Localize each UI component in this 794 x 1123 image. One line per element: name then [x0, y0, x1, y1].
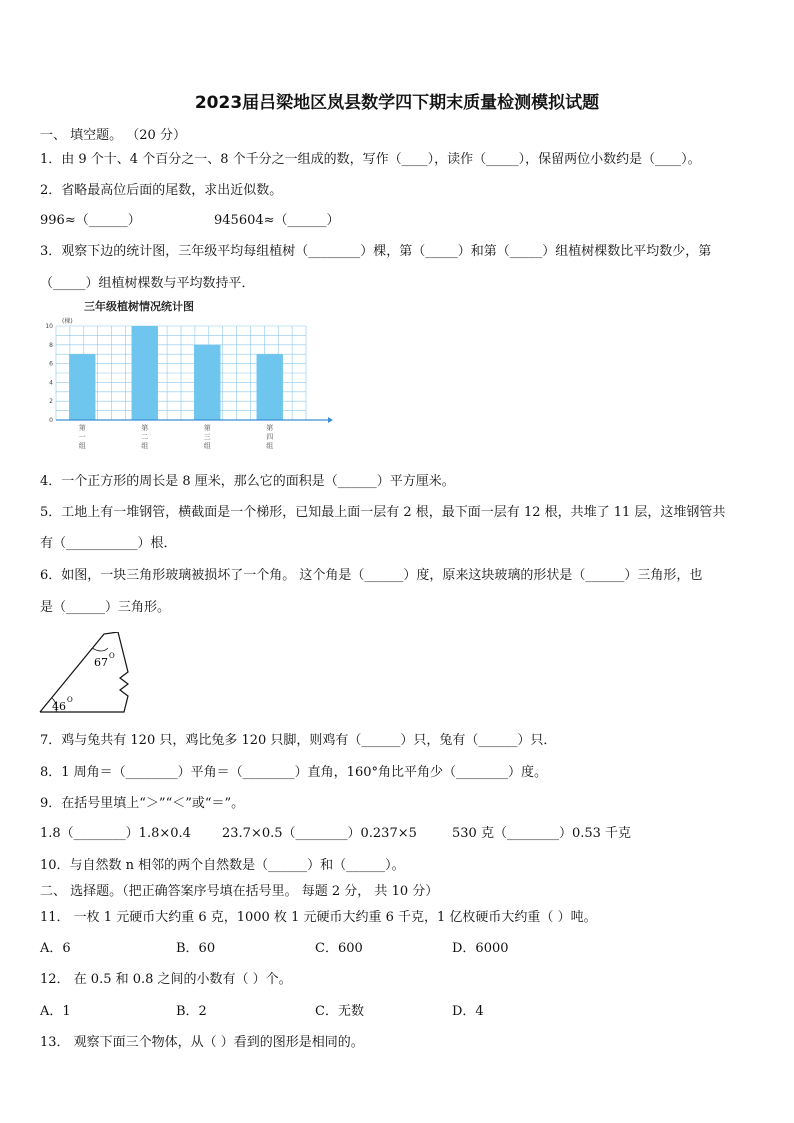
page-title: 2023届吕梁地区岚县数学四下期末质量检测模拟试题: [194, 93, 600, 113]
x-tick-label: 第: [203, 424, 211, 432]
chart-ylabel: (棵): [62, 318, 73, 325]
bar: [257, 354, 283, 420]
y-tick-label: 10: [45, 323, 53, 330]
q11-option-a: A．6: [40, 941, 71, 956]
section-1-heading: 一、 填空题。 （20 分）: [40, 128, 186, 143]
angle-left-value: 46: [52, 700, 66, 713]
bar: [132, 326, 158, 420]
bar: [69, 354, 95, 420]
x-tick-label: 四: [266, 433, 274, 441]
question-9: 9．在括号里填上“＞”“＜”或“＝”。: [40, 796, 245, 811]
question-13: 13． 观察下面三个物体，从（ ）看到的图形是相同的。: [40, 1035, 364, 1050]
question-9a: 1.8（________）1.8×0.4: [40, 826, 191, 841]
question-9b: 23.7×0.5（________）0.237×5: [222, 826, 417, 841]
x-tick-label: 第: [78, 424, 86, 432]
question-5-line-1: 5．工地上有一堆钢管，横截面是一个梯形，已知最上面一层有 2 根，最下面一层有 12 根，共堆了 11 层，这堆钢管共: [40, 505, 726, 520]
question-3-line-2: （_____）组植树棵数与平均数持平．: [40, 276, 255, 291]
question-2a: 996≈（______）: [40, 213, 141, 228]
q12-option-b: B．2: [176, 1004, 207, 1019]
question-10: 10．与自然数 n 相邻的两个自然数是（______）和（______）。: [40, 858, 405, 873]
question-6-line-2: 是（______）三角形。: [40, 600, 171, 615]
x-tick-label: 三: [203, 433, 211, 441]
question-3-line-1: 3．观察下边的统计图，三年级平均每组植树（________）棵，第（_____）和第（_____）组植树棵数比平均数少，第: [40, 244, 712, 259]
y-tick-label: 8: [49, 341, 53, 349]
question-8: 8．1 周角＝（________）平角＝（________）直角，160°角比平角少（________）度。: [40, 765, 547, 780]
q12-option-a: A．1: [40, 1004, 71, 1019]
x-tick-label: 第: [266, 424, 274, 432]
y-tick-label: 4: [49, 379, 53, 387]
x-tick-label: 组: [203, 442, 211, 450]
degree-mark-top: O: [109, 652, 115, 660]
question-2: 2．省略最高位后面的尾数，求出近似数。: [40, 183, 283, 198]
x-tick-label: 组: [266, 442, 274, 450]
angle-arc-top: [92, 648, 108, 651]
q12-option-d: D．4: [452, 1004, 484, 1019]
question-2b: 945604≈（______）: [214, 213, 340, 228]
x-tick-label: 第: [141, 424, 149, 432]
y-tick-label: 6: [49, 360, 53, 368]
question-7: 7．鸡与兔共有 120 只，鸡比兔多 120 只脚，则鸡有（______）只，兔有（______）只．: [40, 733, 557, 748]
x-tick-label: 二: [141, 433, 149, 441]
x-tick-label: 组: [78, 442, 86, 450]
question-11: 11． 一枚 1 元硬币大约重 6 克，1000 枚 1 元硬币大约重 6 千克，1 亿枚硬币大约重（ ）吨。: [40, 910, 597, 925]
x-axis-arrow: [328, 417, 333, 423]
bar: [194, 345, 220, 420]
q11-option-d: D．6000: [452, 941, 509, 956]
chart-xticks: [79, 423, 274, 450]
question-5-line-2: 有（___________）根．: [40, 536, 177, 551]
chart-yticks: [45, 323, 53, 424]
tree-planting-chart: [40, 296, 340, 456]
broken-triangle-figure: [36, 632, 146, 716]
q11-option-b: B．60: [176, 941, 216, 956]
chart-title: 三年级植树情况统计图: [84, 300, 194, 313]
q12-option-c: C．无数: [315, 1004, 364, 1019]
section-2-heading: 二、 选择题。（把正确答案序号填在括号里。 每题 2 分， 共 10 分）: [40, 884, 439, 899]
question-9c: 530 克（________）0.53 千克: [452, 826, 632, 841]
question-6-line-1: 6．如图，一块三角形玻璃被损坏了一个角。 这个角是（______）度，原来这块玻璃的形状是（______）三角形，也: [40, 568, 703, 583]
q11-option-c: C．600: [315, 941, 363, 956]
x-tick-label: 组: [141, 442, 149, 450]
x-tick-label: 一: [78, 433, 86, 441]
question-4: 4．一个正方形的周长是 8 厘米，那么它的面积是（______）平方厘米。: [40, 474, 455, 489]
angle-top-value: 67: [94, 656, 108, 669]
y-tick-label: 0: [49, 417, 53, 424]
degree-mark-left: O: [67, 696, 73, 704]
y-tick-label: 2: [49, 398, 53, 406]
question-12: 12． 在 0.5 和 0.8 之间的小数有（ ）个。: [40, 972, 292, 987]
question-1: 1．由 9 个十、4 个百分之一、8 个千分之一组成的数，写作（____），读作（_____），保留两位小数约是（____）。: [40, 152, 701, 167]
